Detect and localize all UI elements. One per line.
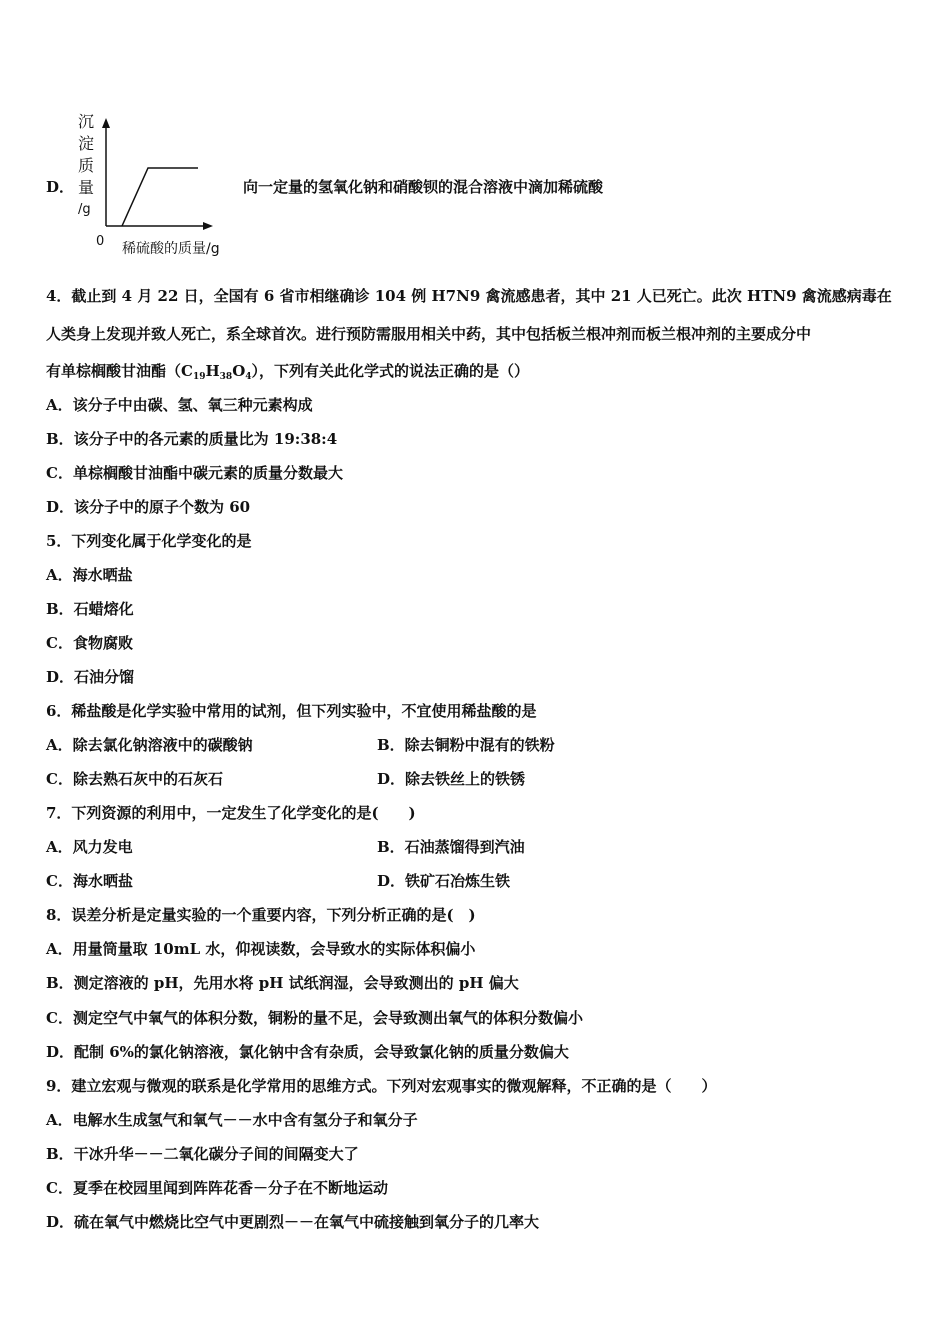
q5-stem: 5．下列变化属于化学变化的是 — [46, 532, 252, 550]
y-label-char-4: 量 — [78, 178, 95, 197]
q8-option-a: A．用量筒量取 10mL 水，仰视读数，会导致水的实际体积偏小 — [46, 940, 476, 958]
q6-option-d: D．除去铁丝上的铁锈 — [377, 770, 526, 788]
q7-option-b: B．石油蒸馏得到汽油 — [377, 838, 525, 856]
q6-option-b: B．除去铜粉中混有的铁粉 — [377, 736, 555, 754]
y-axis-arrow — [102, 118, 110, 128]
q6-option-c: C．除去熟石灰中的石灰石 — [46, 770, 223, 788]
q9-stem: 9．建立宏观与微观的联系是化学常用的思维方式。下列对宏观事实的微观解释，不正确的是（ ） — [46, 1077, 717, 1095]
x-axis-arrow — [203, 222, 213, 230]
q9-option-d: D．硫在氧气中燃烧比空气中更剧烈－－在氧气中硫接触到氧分子的几率大 — [46, 1213, 540, 1231]
graph-origin: 0 — [96, 234, 105, 249]
y-label-char-1: 沉 — [78, 112, 95, 131]
q8-option-b: B．测定溶液的 pH，先用水将 pH 试纸润湿，会导致测出的 pH 偏大 — [46, 974, 519, 992]
q5-option-a: A．海水晒盐 — [46, 566, 133, 584]
q4-stem-line2: 人类身上发现并致人死亡，系全球首次。进行预防需服用相关中药，其中包括板兰根冲剂而板兰根冲剂的主要成分中 — [46, 325, 812, 343]
q7-option-d: D．铁矿石冶炼生铁 — [377, 872, 511, 890]
q5-option-d: D．石油分馏 — [46, 668, 135, 686]
q4-option-d: D．该分子中的原子个数为 60 — [46, 498, 251, 516]
q9-option-c: C．夏季在校园里闻到阵阵花香－分子在不断地运动 — [46, 1179, 388, 1197]
q5-option-c: C．食物腐败 — [46, 634, 133, 652]
q7-option-c: C．海水晒盐 — [46, 872, 133, 890]
q4-option-a: A．该分子中由碳、氢、氧三种元素构成 — [46, 396, 313, 414]
precipitate-graph — [76, 112, 246, 262]
q3-option-d-label: D． — [46, 178, 75, 196]
y-label-char-2: 淀 — [78, 134, 95, 153]
q7-option-a: A．风力发电 — [46, 838, 133, 856]
q4-stem-line1: 4．截止到 4 月 22 日，全国有 6 省市相继确诊 104 例 H7N9 禽流感患者，其中 21 人已死亡。此次 HTN9 禽流感病毒在 — [46, 287, 892, 305]
q5-option-b: B．石蜡熔化 — [46, 600, 134, 618]
q3-option-d-text: 向一定量的氢氧化钠和硝酸钡的混合溶液中滴加稀硫酸 — [243, 178, 604, 196]
precipitate-curve — [122, 168, 198, 226]
y-label-char-3: 质 — [78, 156, 95, 175]
q6-stem: 6．稀盐酸是化学实验中常用的试剂，但下列实验中，不宜使用稀盐酸的是 — [46, 702, 537, 720]
q4-stem-line3: 有单棕榈酸甘油酯$(C_{19}H_{38}O_4)$，下列有关此化学式的说法正确的是（） — [46, 362, 530, 382]
q9-option-b: B．干冰升华－－二氧化碳分子间的间隔变大了 — [46, 1145, 359, 1163]
q7-stem: 7．下列资源的利用中，一定发生了化学变化的是( ) — [46, 804, 416, 822]
q6-option-a: A．除去氯化钠溶液中的碳酸钠 — [46, 736, 253, 754]
y-unit: /g — [78, 202, 91, 217]
q4-option-c: C．单棕榈酸甘油酯中碳元素的质量分数最大 — [46, 464, 343, 482]
q9-option-a: A．电解水生成氢气和氧气－－水中含有氢分子和氧分子 — [46, 1111, 418, 1129]
q8-option-d: D．配制 6%的氯化钠溶液，氯化钠中含有杂质，会导致氯化钠的质量分数偏大 — [46, 1043, 569, 1061]
x-axis-label: 稀硫酸的质量/g — [122, 241, 220, 257]
q4-option-b: B．该分子中的各元素的质量比为 19:38:4 — [46, 430, 338, 448]
q8-stem: 8．误差分析是定量实验的一个重要内容，下列分析正确的是( ) — [46, 906, 476, 924]
q8-option-c: C．测定空气中氧气的体积分数，铜粉的量不足，会导致测出氧气的体积分数偏小 — [46, 1009, 583, 1027]
